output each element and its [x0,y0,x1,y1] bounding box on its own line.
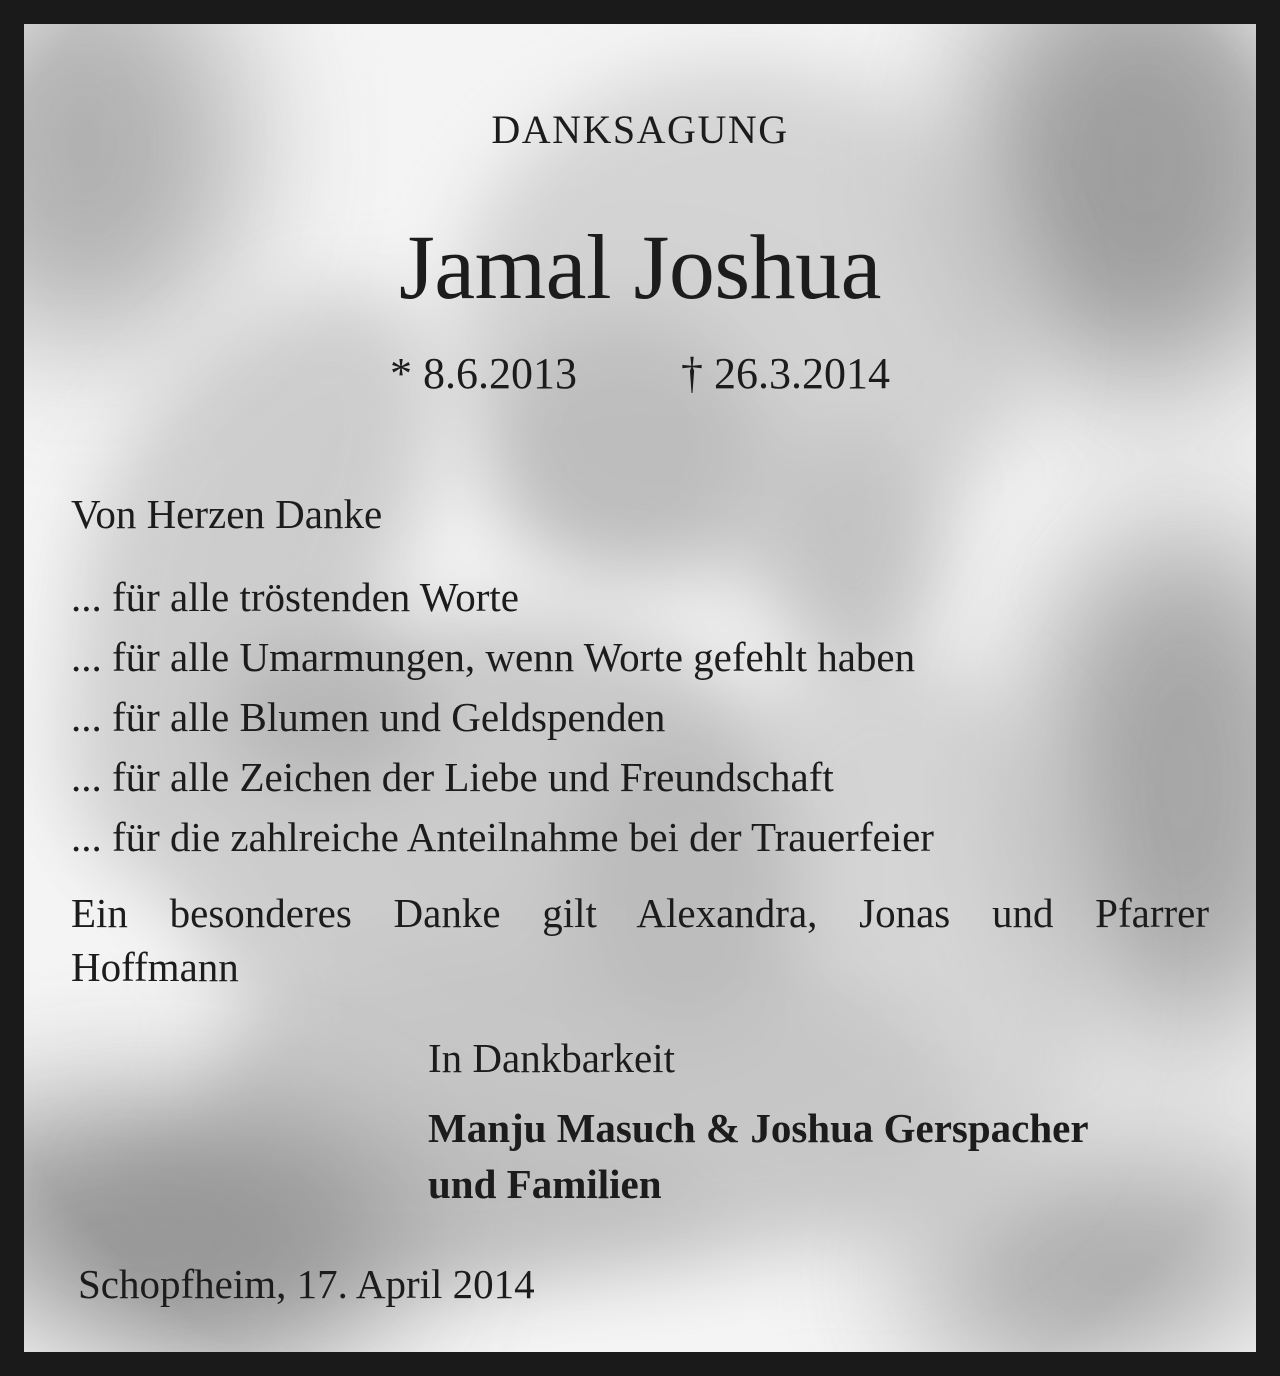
signers [428,1100,1089,1212]
death-date: † 26.3.2014 [681,349,890,398]
thanks-item: ... für alle Zeichen der Liebe und Freundschaft [71,754,834,800]
thanks-item: ... für alle tröstenden Worte [71,574,519,620]
signers-families: und Familien [428,1161,662,1207]
signers-names: Manju Masuch & Joshua Gerspacher [428,1105,1089,1151]
birth-date: * 8.6.2013 [390,349,577,398]
thanks-item: ... für alle Blumen und Geldspenden [71,694,666,740]
thanks-item: ... für alle Umarmungen, wenn Worte gefehlt haben [71,634,916,680]
life-dates [24,348,1256,399]
place-and-date: Schopfheim, 17. April 2014 [78,1261,535,1307]
thanks-intro: Von Herzen Danke [71,491,383,537]
deceased-name: Jamal Joshua [398,216,882,318]
gratitude-line: In Dankbarkeit [428,1035,676,1081]
notice-heading: DANKSAGUNG [491,107,789,152]
thanks-list [71,572,934,872]
special-thanks: Ein besonderes Danke gilt Alexandra, Jonas und Pfarrer Hoffmann [71,890,1209,990]
thanks-item: ... für die zahlreiche Anteilnahme bei der Trauerfeier [71,814,934,860]
notice-content [24,24,1256,1352]
